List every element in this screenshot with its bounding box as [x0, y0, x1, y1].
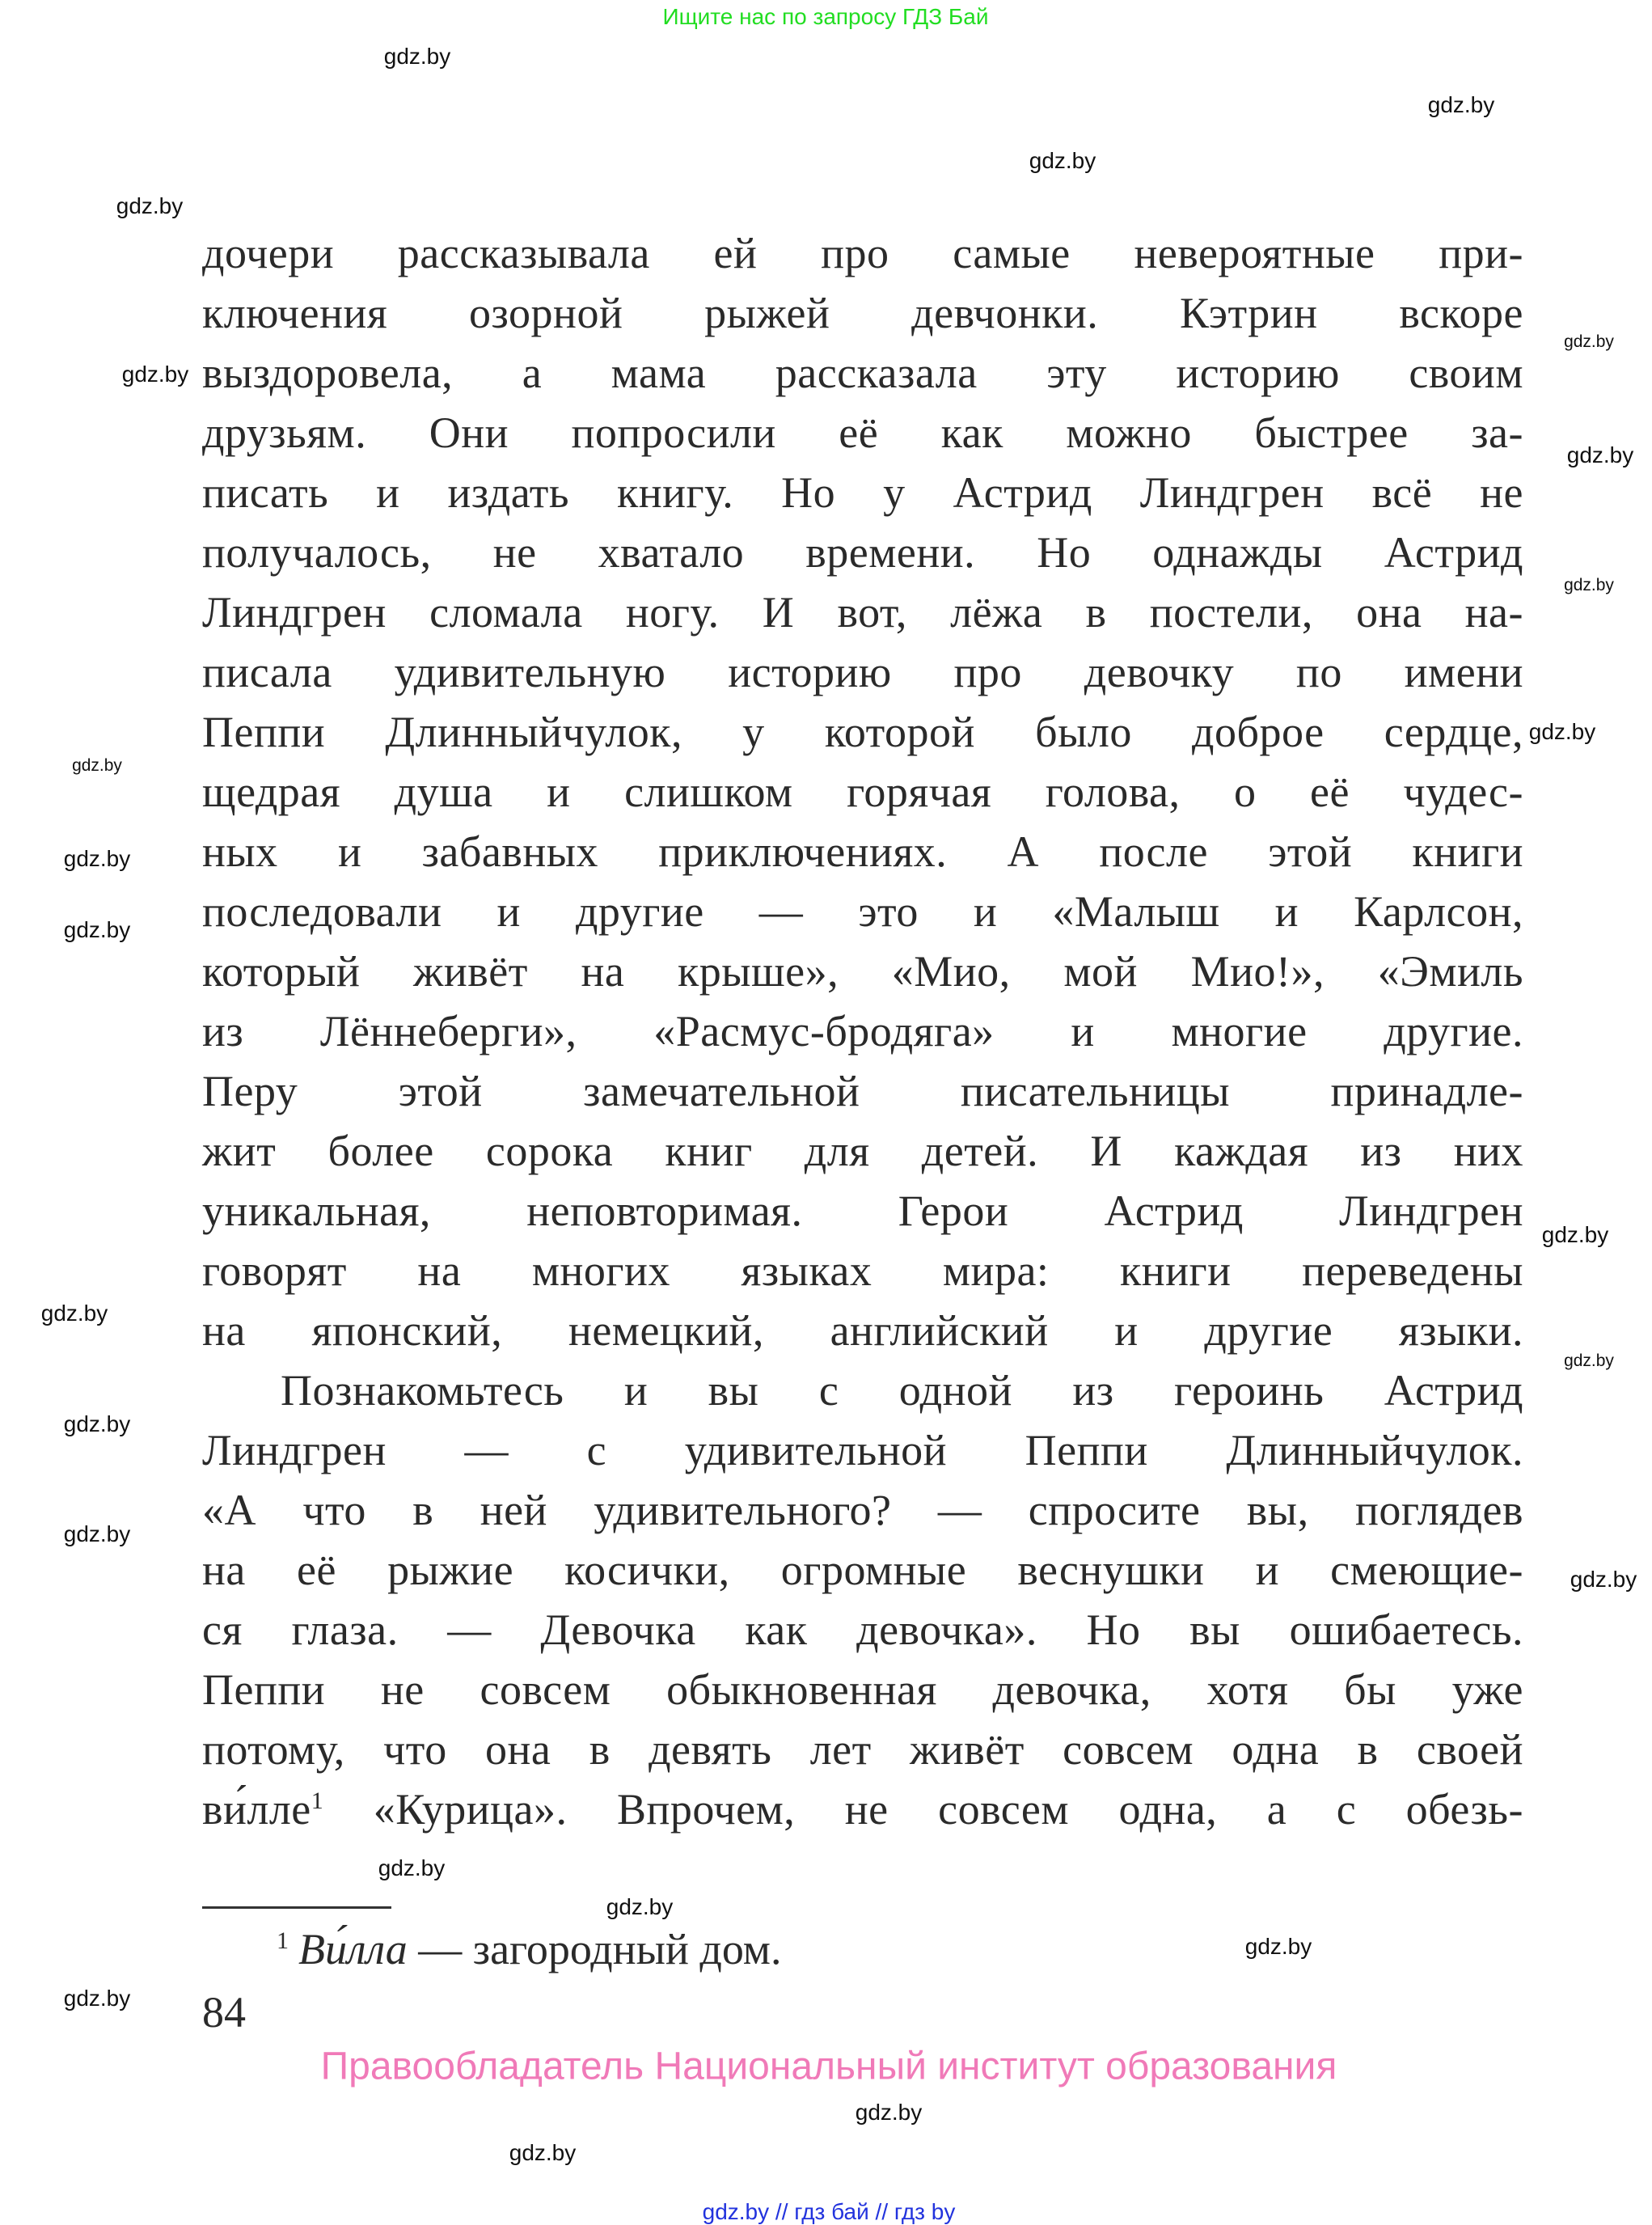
text-line: который живёт на крыше», «Мио, мой Мио!», «Эмиль [202, 947, 1523, 996]
text-line: выздоровела, а мама рассказала эту историю своим [202, 349, 1523, 397]
watermark: gdz.by [855, 2100, 923, 2125]
search-banner: Ищите нас по запросу ГДЗ Бай [662, 4, 989, 29]
page-number: 84 [202, 1988, 246, 2037]
footnote-definition: — загородный дом. [407, 1925, 782, 1973]
text-line: потому, что она в девять лет живёт совсем одна в своей [202, 1725, 1523, 1774]
footnote [277, 1925, 781, 1973]
footnote-ref: 1 [311, 1787, 324, 1814]
text-line: на её рыжие косички, огромные веснушки и смеющие- [202, 1546, 1523, 1594]
footnote-number: 1 [277, 1927, 289, 1954]
watermark: gdz.by [1528, 719, 1596, 744]
watermark: gdz.by [1570, 1567, 1637, 1592]
text-line: из Лённеберги», «Расмус-бродяга» и многие другие. [202, 1007, 1523, 1055]
watermark: gdz.by [1564, 332, 1614, 351]
text-line: Линдгрен — с удивительной Пеппи Длинныйчулок. [202, 1426, 1523, 1474]
watermark: gdz.by [63, 1986, 131, 2011]
watermark: gdz.by [1244, 1934, 1312, 1959]
footnote-term: Ви́лла [298, 1925, 408, 1973]
text-line: друзьям. Они попросили её как можно быстрее за- [202, 408, 1523, 457]
bottom-links[interactable]: gdz.by // гдз бай // гдз by [702, 2199, 956, 2224]
watermark: gdz.by [1564, 576, 1614, 594]
watermark: gdz.by [121, 362, 189, 387]
watermark: gdz.by [63, 1521, 131, 1546]
text-line [202, 1779, 1523, 1839]
text-line: ключения озорной рыжей девчонки. Кэтрин вскоре [202, 289, 1523, 337]
text-line: дочери рассказывала ей про самые невероятные при- [202, 229, 1523, 277]
text-line: ся глаза. — Девочка как девочка». Но вы ошибаетесь. [202, 1605, 1523, 1654]
villa-word: ви́лле [202, 1785, 311, 1834]
watermark: gdz.by [40, 1301, 108, 1326]
text-line: Перу этой замечательной писательницы принадле- [202, 1067, 1523, 1115]
watermark: gdz.by [606, 1894, 674, 1919]
text-line: Линдгрен сломала ногу. И вот, лёжа в постели, она на- [202, 588, 1523, 637]
watermark: gdz.by [509, 2140, 577, 2165]
watermark: gdz.by [63, 1411, 131, 1436]
text-line: писала удивительную историю про девочку по имени [202, 648, 1523, 696]
text-line: «А что в ней удивительного? — спросите вы, поглядев [202, 1486, 1523, 1534]
watermark: gdz.by [383, 44, 451, 69]
watermark: gdz.by [63, 917, 131, 942]
watermark: gdz.by [1427, 92, 1495, 117]
text-line: жит более сорока книг для детей. И каждая из них [202, 1127, 1523, 1175]
text-line: говорят на многих языках мира: книги переведены [202, 1246, 1523, 1295]
watermark: gdz.by [72, 756, 122, 775]
watermark: gdz.by [378, 1855, 446, 1880]
watermark: gdz.by [1566, 442, 1634, 467]
text-line: щедрая душа и слишком горячая голова, о её чудес- [202, 768, 1523, 816]
text-line: писать и издать книгу. Но у Астрид Линдгрен всё не [202, 468, 1523, 517]
watermark: gdz.by [1029, 148, 1096, 173]
watermark: gdz.by [1541, 1222, 1609, 1247]
text-line: Пеппи Длинныйчулок, у которой было доброе сердце, [202, 708, 1523, 756]
text-line: Познакомьтесь и вы с одной из героинь Астрид [281, 1366, 1523, 1415]
text-line: Пеппи не совсем обыкновенная девочка, хотя бы уже [202, 1665, 1523, 1714]
footnote-divider [202, 1906, 391, 1909]
text-line: последовали и другие — это и «Малыш и Карлсон, [202, 887, 1523, 936]
text-line: уникальная, неповторимая. Герои Астрид Линдгрен [202, 1187, 1523, 1235]
text-line: на японский, немецкий, английский и другие языки. [202, 1306, 1523, 1355]
watermark: gdz.by [63, 846, 131, 871]
watermark: gdz.by [1564, 1351, 1614, 1370]
text-line: получалось, не хватало времени. Но однажды Астрид [202, 528, 1523, 577]
watermark: gdz.by [116, 193, 184, 218]
rights-holder-notice: Правообладатель Национальный институт образования [320, 2045, 1337, 2088]
text-line: ных и забавных приключениях. А после этой книги [202, 827, 1523, 876]
text-line-rest: «Курица». Впрочем, не совсем одна, а с обезь- [323, 1785, 1523, 1834]
